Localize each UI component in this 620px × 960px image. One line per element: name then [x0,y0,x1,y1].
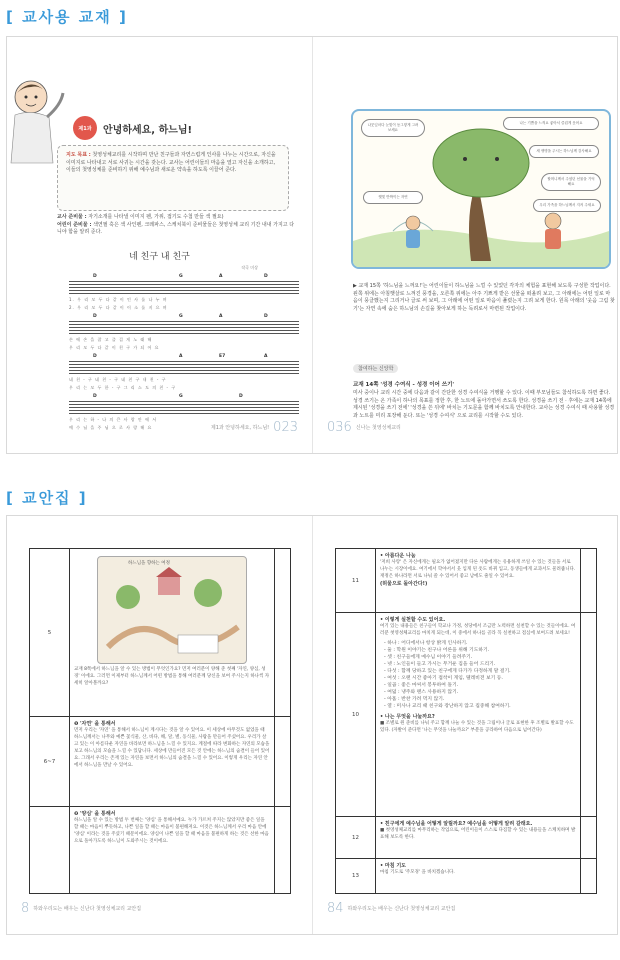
page-number: 036 [327,420,352,435]
row-number: 11 [336,549,376,612]
row-emphasis: (허물으로 돌아간다!) [380,581,428,587]
participation-text: 미사 중이나 교리 시간 중에 다음과 같이 간단한 성경 수여식을 거행할 수 있다. 이때 부모님들도 참석하도록 하면 좋다. 성경 쓰기는 온 가족이 하나의 목표를 정한 후, 한 노트에 돌아가면서 쓰도록 한다. 성경을 쓰기 전 · 후에는 교재 14쪽에 제시된 '성경을 쓰기 전에' '성경을 쓴 뒤에' 바치는 기도문을 함께 바치도록 안내한다. 교사는 성경 수여식 때 사용할 성경과 노트를 미리 포장해 둔다. 또는 '성경 수여식' 으로 교리를 시작할 수도 있다. [353,390,615,419]
participation-subhead: 교재 14쪽 '성경 수여식 - 성경 이어 쓰기' [353,382,455,388]
row-text: 교재 8쪽에서 하느님을 알 수 있는 방법이 무엇인가요? 먼저 여러분이 양해 준 첫째 '자연, 양심, 성경' 이에요. 그러면 이제부터 하느님께서 어떤 방법을 통해 여러분께 당신을 보여 주시는지 하나씩 자세히 알아볼까요? [74,667,270,686]
song-title: 네 친구 내 친구 [129,252,190,262]
speech-bubble: 나뭇잎마다 눈빛이 동그랗게 그려 보세요 [361,119,425,137]
row-heading: • 아름다운 나눔 [380,553,416,559]
chord: A [264,354,268,359]
page-footer [21,901,141,916]
row-heading: • 나는 무엇을 나눌까요? [380,714,435,720]
child-prep-text: 색연필 혹은 색 사인펜, 크레파스, 스케치북이 준비물들은 첫영성체 교리 기간 내내 가지고 다니야 함을 알려 준다. [57,221,295,235]
composer: 작곡 미상 [241,265,258,270]
teacher-left-page [7,37,312,453]
row-number: 12 [336,817,376,858]
map-title: 하느님을 향하는 여정 [128,561,170,566]
chord: G [179,274,183,279]
list-item: - 열 : 미사나 교리 때 친구와 장난하지 않고 집중해 참여하기. [384,704,511,709]
chord: A [179,354,183,359]
journey-map-illustration [97,556,247,664]
table-row [30,717,290,807]
list-item: - 셋 : 친구들에게 예수님 이야기 들려주기. [384,655,473,660]
row-heading: • 마침 기도 [380,863,406,869]
chord: G [179,394,183,399]
page-footer [327,420,401,435]
lyric-line: 2. 우 리 모 두 다 같 이 이 소 를 지 으 며 [69,305,168,310]
page-number: 84 [327,901,344,916]
teacher-right-page [312,37,617,453]
practice-list [384,640,576,710]
list-item: - 아홉 : 반찬 가려 먹지 않기. [384,697,445,702]
row-heading: ❶ '자연' 을 통해서 [74,721,116,727]
list-item: - 둘 : 학원 이야기는 친구나 어른을 위해 기도하기. [384,648,490,653]
speech-bubble: 햇빛 반짝이는 자연 [363,191,423,204]
activity-description: ▶ 교재 15쪽 '하느님을 느껴요!'는 어린이들이 하느님을 느낄 수 있었던 각자의 체험을 표현해 보도록 구성한 작업이다. 왼쪽 위에는 아침햇살로 느껴진 풍경을, 오른쪽 위에는 아주 기쁘게 받은 선물을 떠올려 보고, 그 아래에는 어떤 일로 마음이 뭉클했는지 그리거나 글로 써 보며, 그 아래에 어떤 일로 마음이 풀렸는지 그려 보게 한다. 원목 아래의 '웃음 그림 찾기'는 자연 속에 숨은 하느님의 손길을 찾아보게 하는 독려로서 마련된 작업이다. [353,283,615,312]
map-drawing [98,557,247,664]
child-prep-label: 어린이 준비물 : [57,221,92,228]
activity-illustration [351,109,611,269]
page-number: 8 [21,901,30,916]
participation-section [353,355,615,420]
list-item: - 여섯 : 오랜 시간 좋아기 접착이 게임, 텔레비전 보기 등. [384,676,503,681]
chord: D [239,394,243,399]
guide-book-spread [6,515,618,935]
row-text: ■ 조별로 원 준비를 나눠 주고 함께 나눌 수 있는 것을 그림이나 글로 표현한 후 조별로 발표할 수도 있다. (자발이 준다면 '나는 무엇을 나눌까요?' 부분을 공라하여 다음으로 넘어간다) [380,721,574,733]
table-row [336,817,596,859]
page-number: 023 [273,420,298,435]
table-row [30,549,290,717]
speech-bubble: 나는 기쁨을 느껴요 좋아서 즐겁게 웃어요 [503,117,599,130]
row-text: 먼저 우리는 '자연' 을 통해서 하느님이 계시다는 것을 알 수 있어요. 이 세상에 아무것도 없었을 때 하느님께서는 나무와 예쁜 꽃식물, 산, 바다, 해, 달, 별, 동식물, 사람을 만들어 주셨어요. 우리가 살고 있는 이 아름다운 자연을 바라보면 하느님을 느낄 수 있지요. 계절에 따라 변화하는 자연의 모습을 보고 하느님의 모습을 느낄 수 있답니다. 세상에 만들어진 모든 것 안에는 하느님의 숨결이 들어 있어요. 그래서 우리는 존재 있는 자연을 보면서 하느님의 숨결을 느낄 수 있어요. 이렇게 우리는 자연 안에서 하느님을 만날 수 있어요. [74,728,270,768]
music-staff-1 [69,274,299,311]
lyric-line: 1. 우 리 모 두 다 같 이 인 사 를 나 누 며 [69,297,168,302]
table-row [336,549,596,613]
music-staff-3 [69,354,299,391]
row-heading: • 이렇게 실천할 수도 있어요. [380,617,446,623]
guide-left-page [7,516,312,934]
goal-text: 첫영성체교리를 시작하며 만난 친구들과 자연스럽게 인사를 나누는 시간으로, 자신을 이미지로 나타내고 서로 사귀는 시간을 갖는다. 교사는 어린이들의 마음을 열고 자신을 소개하고, 이들의 첫영성체를 준비하기 위해 예수님과 새로운 약속을 하도록 이끌어 준다. [66,152,276,173]
chord: D [264,274,268,279]
lyric-line: 네 친 - 구 네 친 - 구 네 친 구 내 친 - 구 [69,377,167,382]
chord: E7 [219,354,226,359]
row-text: '저희 사랑' 은 자신에게는 필요가 없어졌지만 다른 사람에게는 유용하게 쓰일 수 있는 것들을 서로 나누는 시장이에요. 여기에서 학야서서 웃 입게 된 옷도 바뀌 입고, 동생들에게 교과서도 물려줍니다. 재정은 하나라면 서로 나눠 쓸 수 있어서 좋고 남에도 줄일 수 있어요. [380,560,576,579]
chapter-title: 안녕하세요, 하느님! [103,125,193,136]
list-item: - 여덟 : 냉주와 랜스 사용하지 않기. [384,690,459,695]
row-text: 여기 있는 내용들은 친구들이 학교나 가정, 성당에서 조금만 노력하면 실천할 수 있는 것들이에요. 여러분 첫영성체교리를 마치게 되는데, 이 중에서 하나를 골라 꼭 실천하고 점심에 보여드려 보세요! [380,624,576,636]
preparation [57,214,297,237]
footer-text: 신나는 첫영성체교리 [355,425,401,431]
lyric-line: 우 리 는 하 - 나 의 큰 사 랑 안 에 서 [69,417,158,422]
section-title-guide: [ 교안집 ] [6,489,88,507]
chord: G [179,314,183,319]
chord: D [93,314,97,319]
guide-right-page [312,516,617,934]
lyric-line: 예 수 님 을 주 님 으 로 사 랑 해 요 [69,425,153,430]
chord: A [219,274,223,279]
list-item: - 일곱 : 좋은 마씨서 봉투하여 돌기. [384,683,459,688]
list-item: - 하나 : 어디에서나 항상 밝게 인사하기. [384,641,468,646]
lyric-line: 우 리 는 모 두 한 - 구 그 리 스 도 의 친 - 구 [69,385,177,390]
guide-table-right [335,548,597,894]
footer-text: 하와우리도는 배우는 신난다 첫영성체교리 교안집 [347,906,456,912]
row-text: 마침 기도로 '주모경' 을 바치겠습니다. [380,870,455,875]
chord: D [93,274,97,279]
row-number [30,807,70,893]
row-text: ■ 첫영성체교리를 마무리하는 작업으로, 어린이들이 스스로 다짐할 수 있는 내용들을 스케치하며 발표해 보도록 한다. [380,828,576,840]
music-staff-2 [69,314,299,351]
footer-text: 제1과 안녕하세요, 하느님! [210,425,270,431]
row-number: 10 [336,613,376,816]
prep-label: 교사 준비물 : [57,214,87,220]
list-item: - 다섯 : 함께 당하고 있는 친구에게 다가가 다정하게 말 걸기. [384,669,511,674]
goal-box [57,145,289,211]
speech-bubble: 우리 가족을 하느님께서 지켜 주세요 [533,199,601,212]
lyric-line: 손 에 손 을 잡 고 즐 겁 게 노 래 해 [69,337,153,342]
goal-label: 지도 목표 : [66,152,91,158]
page-footer [327,901,455,916]
row-number: 13 [336,859,376,893]
row-heading: ❷ '양심' 을 통해서 [74,811,116,817]
table-row [336,859,596,893]
teacher-book-spread [6,36,618,454]
row-number: 6~7 [30,717,70,806]
chord: A [219,314,223,319]
speech-bubble: 새 생명을 주시는 하느님께 감사해요 [529,145,599,158]
page-footer [211,420,298,435]
speech-bubble: 할머니께서 주셨던 선물을 기억해요 [541,173,601,191]
row-text: 하느님을 알 수 있는 방법 두 번째는 '양심' 을 통해서예요. 누가 가르쳐 주지는 않았지만 좋은 일을 할 때는 마음이 뿌듯하고, 나쁜 일을 할 때는 마음이 불편해져요. 이것은 하느님께서 우리 마음 안에 '양심' 이라는 것을 주셨기 때문이에요. 양심이 나쁜 일을 할 때 마음을 불편하게 하는 것은 선한 마음으로 돌아가도록 하느님이 도와주시는 것이에요. [74,818,269,844]
row-number: 5 [30,549,70,716]
section-title-teacher: [ 교사용 교재 ] [6,8,128,26]
chord: D [93,394,97,399]
table-row [336,613,596,817]
table-row [30,807,290,893]
row-heading: • 친구에게 예수님을 어떻게 알릴까요? 예수님을 어떻게 알려 갈래요. [380,821,533,827]
prep-text: 자기소개를 나타낼 이미지 펜, 가위, 접기도 수첩 만들 색 필요) [88,214,224,220]
footer-text: 하와우리도는 배우는 신난다 첫영성체교리 교안집 [33,906,142,912]
chord: D [264,314,268,319]
chapter-badge: 제1과 [73,116,97,140]
participation-badge: 참여하는 신앙학 [353,364,398,373]
lyric-line: 우 리 모 두 다 같 이 친 구 가 되 어 요 [69,345,160,350]
guide-table-left [29,548,291,894]
list-item: - 넷 : 노인들이 들고 가시는 무거운 짐을 들어 드리기. [384,662,496,667]
chord: D [93,354,97,359]
